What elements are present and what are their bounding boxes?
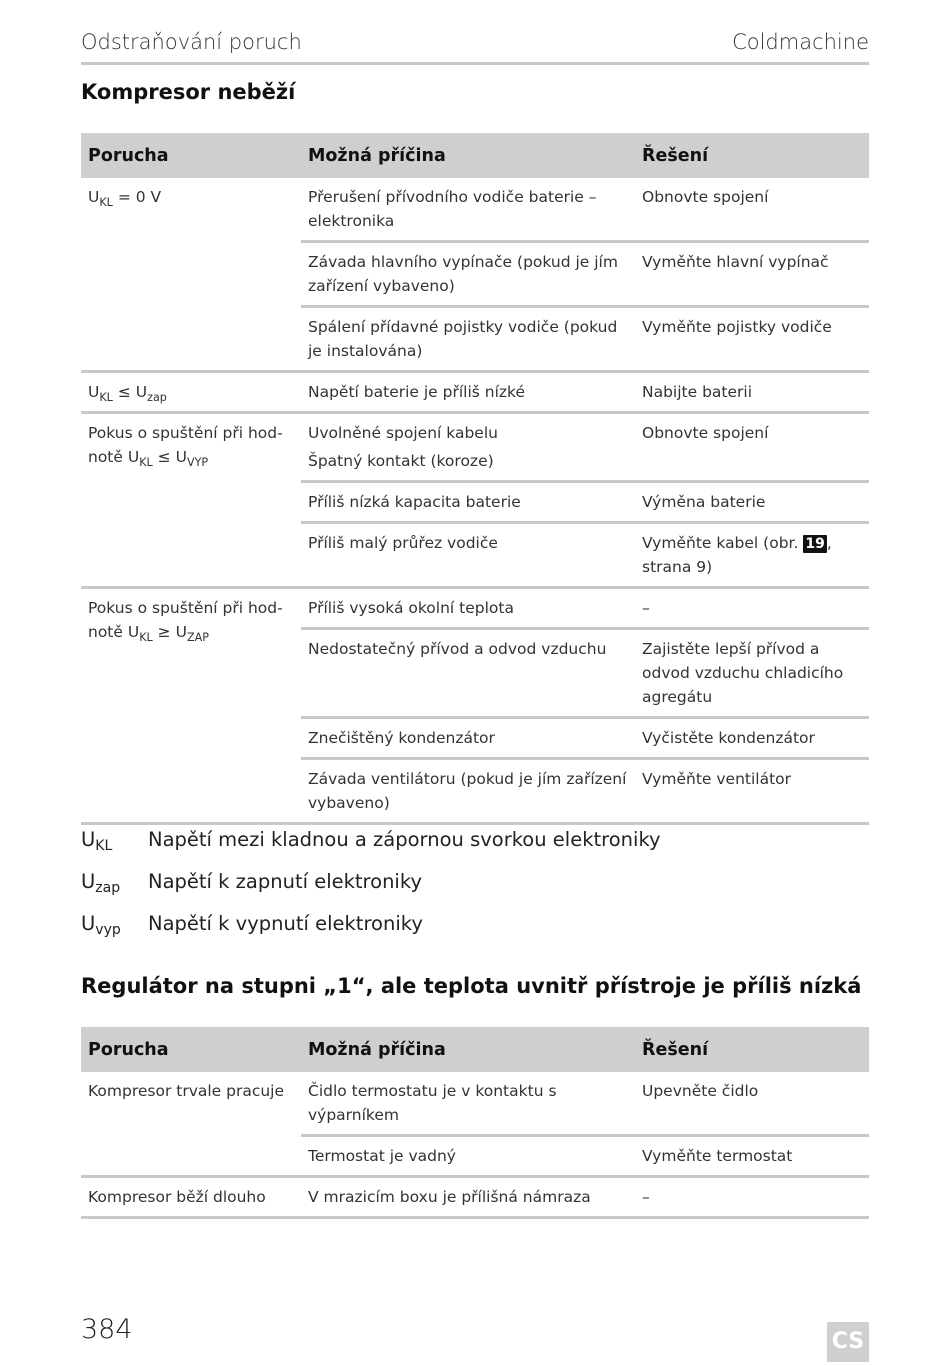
cause-cell: V mrazicím boxu je přílišná námraza [301,1177,635,1218]
solution-cell: – [635,1177,869,1218]
fault-cell: $U_{KL} = 0$ V [81,178,301,372]
solution-cell: Upevněte čidlo [635,1072,869,1136]
cause-cell: Příliš malý průřez vodiče [301,523,635,588]
table-row [81,413,869,482]
running-header [81,30,869,65]
solution-cell: Vyčistěte kondenzátor [635,718,869,759]
solution-cell: Obnovte spojení [635,178,869,242]
solution-cell: Vyměňte hlavní vypínač [635,242,869,307]
legend-symbol: $U_{vyp}$ [81,912,121,938]
column-header-solution: Řešení [635,133,869,178]
column-header-cause: Možná příčina [301,133,635,178]
legend-description: Napětí k vypnutí elektroniky [148,912,423,935]
table-row [81,1177,869,1218]
column-header-solution: Řešení [635,1027,869,1072]
section-title-compressor-not-running: Kompresor neběží [81,80,296,104]
column-header-fault: Porucha [81,133,301,178]
fault-cell: $U_{KL} \le U_{zap}$ [81,372,301,413]
solution-cell: Nabijte baterii [635,372,869,413]
cause-cell: Příliš nízká kapacita baterie [301,482,635,523]
cause-cell: Spálení přídavné pojistky vodiče (pokud je instalována) [301,307,635,372]
cause-cell: Znečištěný kondenzátor [301,718,635,759]
cause-cell: Přerušení přívodního vodiče baterie – elektronika [301,178,635,242]
cause-cell: Čidlo termostatu je v kontaktu s výparníkem [301,1072,635,1136]
legend-description: Napětí k zapnutí elektroniky [148,870,422,893]
column-header-cause: Možná příčina [301,1027,635,1072]
solution-cell: Vyměňte ventilátor [635,759,869,824]
page-number: 384 [81,1314,133,1345]
solution-cell: – [635,588,869,629]
fault-cell: Kompresor běží dlouho [81,1177,301,1218]
solution-cell: Vyměňte termostat [635,1136,869,1177]
column-header-fault: Porucha [81,1027,301,1072]
cause-cell: Termostat je vadný [301,1136,635,1177]
fault-table-compressor [81,133,869,825]
fault-cell: Pokus o spuštění při hod- notě $U_{KL} \ge U_{ZAP}$ [81,588,301,824]
section-name: Odstraňování poruch [81,30,302,54]
table-row [81,372,869,413]
solution-cell: Obnovte spojení [635,413,869,482]
product-name: Coldmachine [732,30,869,54]
fault-cell: Pokus o spuštění při hod- notě $U_{KL} \le U_{VYP}$ [81,413,301,588]
cause-cell: Uvolněné spojení kabelu Špatný kontakt (koroze) [301,413,635,482]
table-header-row [81,133,869,178]
language-badge: CS [827,1322,869,1362]
legend-symbol: $U_{KL}$ [81,828,113,854]
legend-symbol: $U_{zap}$ [81,870,121,896]
figure-reference-badge: 19 [805,536,825,552]
table-row [81,178,869,242]
cause-cell: Příliš vysoká okolní teplota [301,588,635,629]
fault-table-temperature [81,1027,869,1219]
cause-cell: Závada hlavního vypínače (pokud je jím zařízení vybaveno) [301,242,635,307]
table-header-row [81,1027,869,1072]
table-row [81,1072,869,1136]
solution-cell: Vyměňte kabel (obr. 19 , strana 9) [635,523,869,588]
cause-cell: Nedostatečný přívod a odvod vzduchu [301,629,635,718]
solution-cell: Vyměňte pojistky vodiče [635,307,869,372]
section-title-temperature-too-low: Regulátor na stupni „1“, ale teplota uvnitř přístroje je příliš nízká [81,974,862,998]
cause-cell: Napětí baterie je příliš nízké [301,372,635,413]
solution-cell: Zajistěte lepší přívod a odvod vzduchu chladicího agregátu [635,629,869,718]
table-row [81,588,869,629]
legend-description: Napětí mezi kladnou a zápornou svorkou elektroniky [148,828,661,851]
fault-cell: Kompresor trvale pracuje [81,1072,301,1177]
solution-cell: Výměna baterie [635,482,869,523]
cause-cell: Závada ventilátoru (pokud je jím zařízení vybaveno) [301,759,635,824]
